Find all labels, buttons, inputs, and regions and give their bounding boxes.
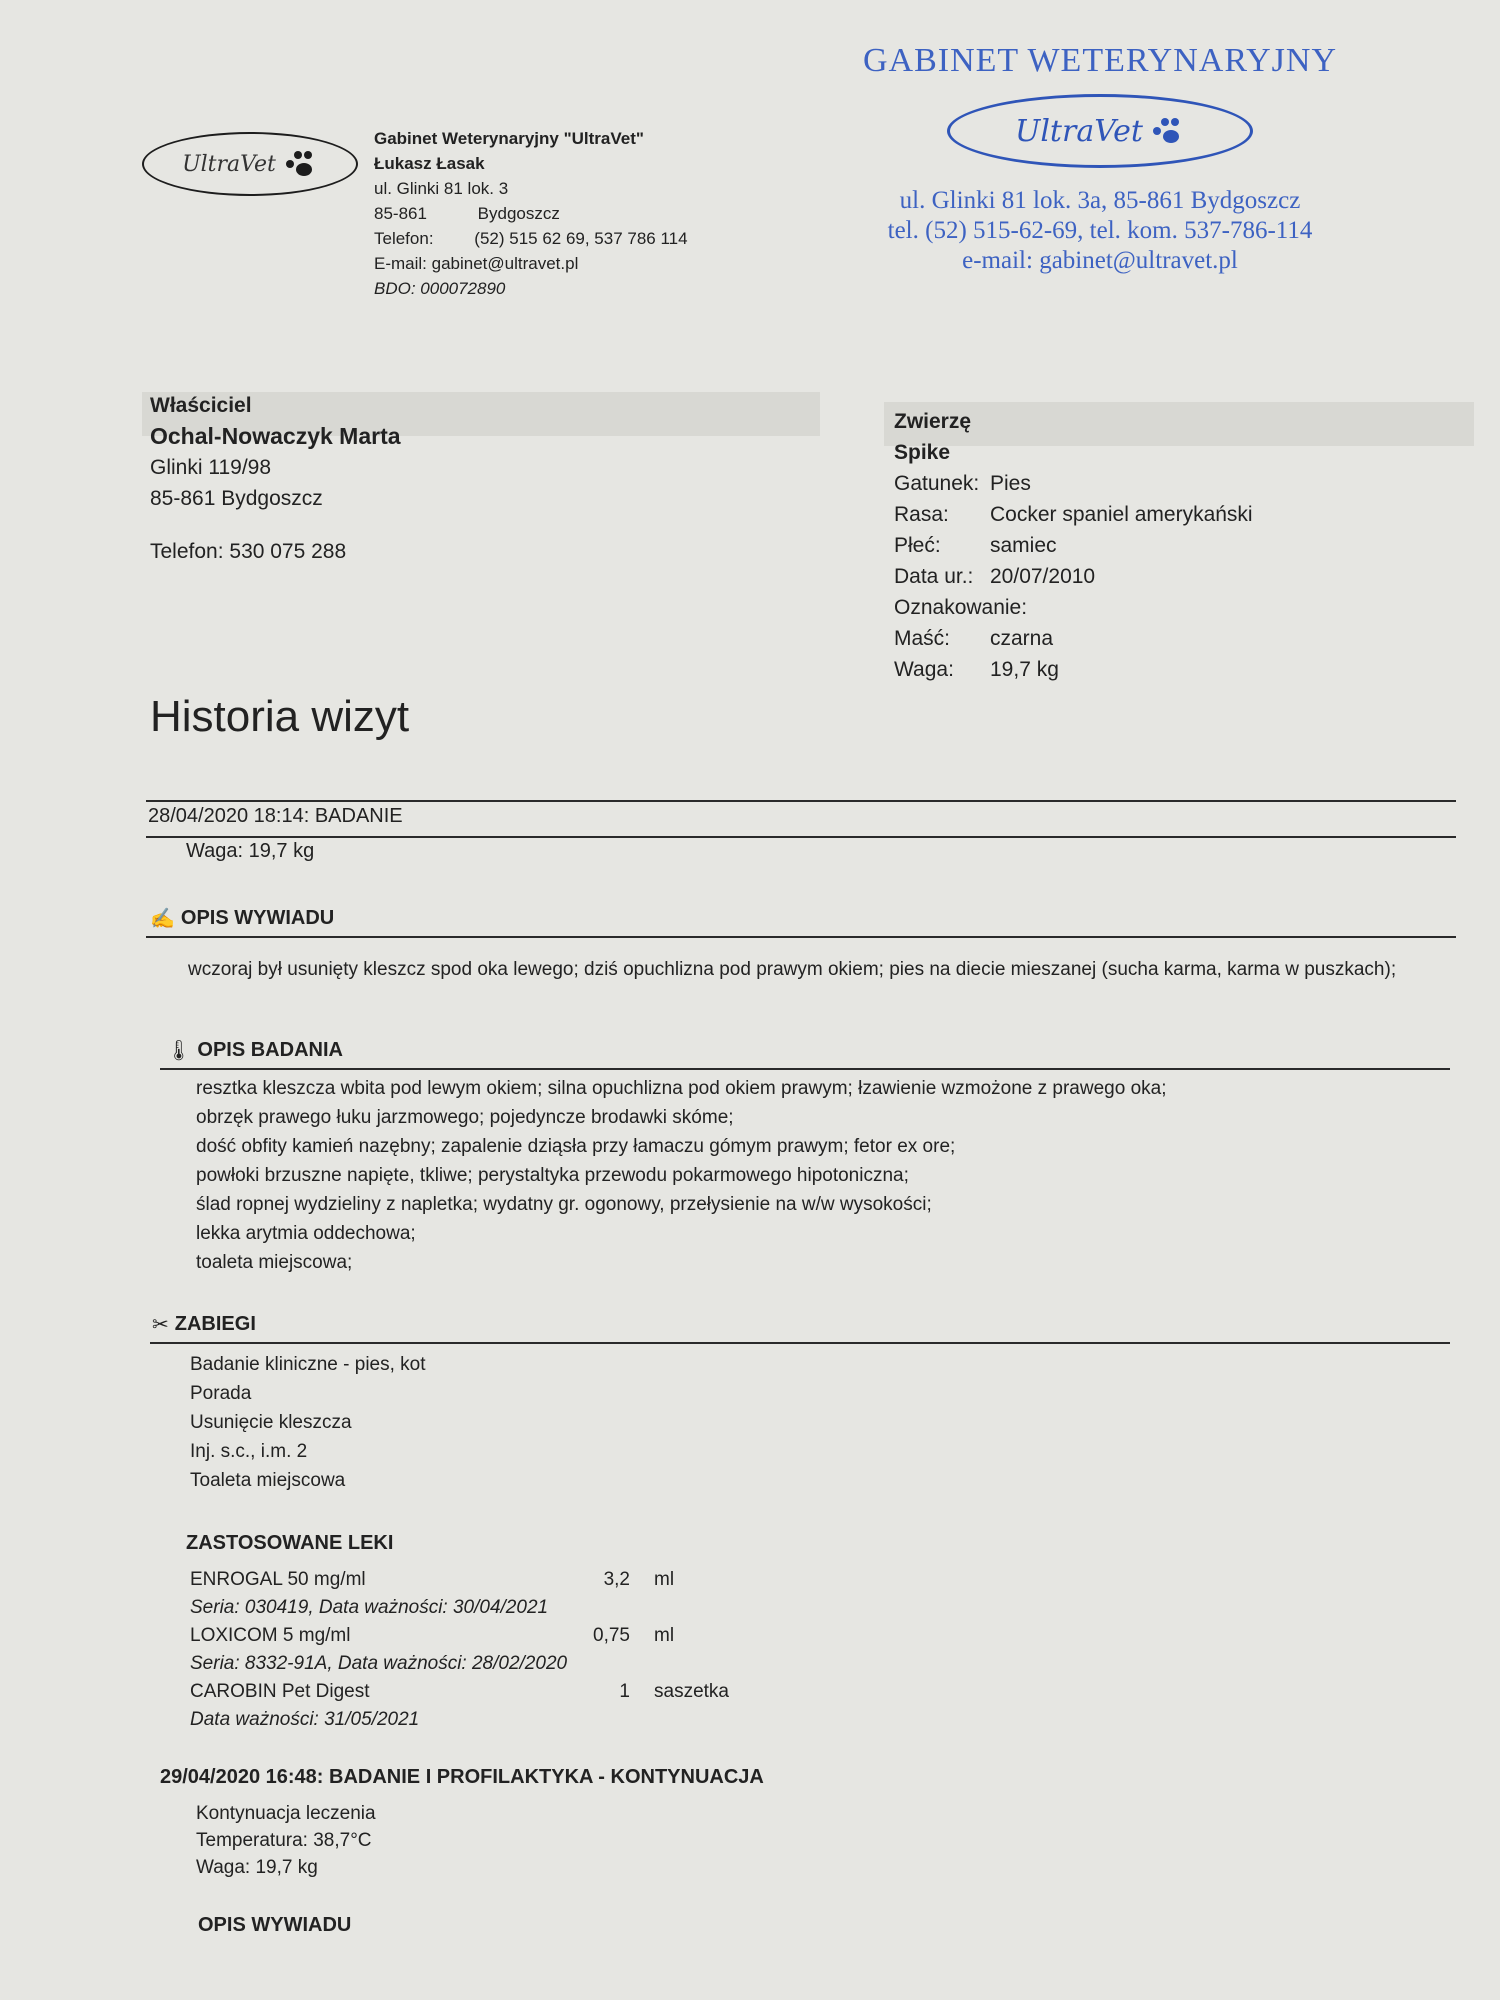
clinic-email: E-mail: gabinet@ultravet.pl — [374, 254, 579, 273]
visit2-lines — [196, 1800, 376, 1881]
clinic-phone: (52) 515 62 69, 537 786 114 — [474, 229, 688, 248]
animal-field-value: Cocker spaniel amerykański — [990, 503, 1253, 526]
procedure-item: Toaleta miejscowa — [190, 1470, 346, 1491]
visit2-interview-heading — [198, 1914, 351, 1937]
clinic-city: Bydgoszcz — [477, 204, 560, 223]
drug-meta: Data ważności: 31/05/2021 — [190, 1709, 420, 1730]
owner-label: Właściciel — [150, 394, 252, 417]
visit2-line: Temperatura: 38,7°C — [196, 1830, 372, 1851]
owner-phone: Telefon: 530 075 288 — [150, 540, 347, 563]
stethoscope-icon: ✍ — [150, 908, 175, 930]
animal-block — [894, 406, 1253, 685]
clinic-owner-name: Łukasz Łasak — [374, 154, 485, 173]
owner-street: Glinki 119/98 — [150, 456, 272, 479]
animal-field-value: 20/07/2010 — [990, 565, 1096, 588]
animal-name: Spike — [894, 441, 951, 464]
drug-quantity: 0,75 — [593, 1625, 630, 1646]
clinic-street: ul. Glinki 81 lok. 3 — [374, 179, 509, 198]
owner-city: 85-861 Bydgoszcz — [150, 487, 323, 510]
animal-field-row — [894, 592, 1253, 623]
animal-field-row — [894, 623, 1253, 654]
exam-title: OPIS BADANIA — [197, 1039, 343, 1061]
drug-name: LOXICOM 5 mg/ml — [190, 1625, 351, 1646]
animal-field-label: Maść: — [894, 627, 951, 650]
divider — [146, 800, 1456, 802]
visit2-header-text: 29/04/2020 16:48: BADANIE I PROFILAKTYKA - KONTYNUACJA — [160, 1766, 764, 1788]
divider — [146, 836, 1456, 838]
divider — [146, 936, 1456, 938]
procedure-item: Usunięcie kleszcza — [190, 1412, 352, 1433]
scissors-icon: ✂ — [152, 1314, 169, 1336]
clinic-phone-row — [374, 226, 688, 251]
exam-heading — [166, 1038, 343, 1063]
drug-row — [190, 1678, 729, 1706]
exam-line: lekka arytmia oddechowa; — [196, 1223, 416, 1244]
exam-line: toaleta miejscowa; — [196, 1252, 353, 1273]
clinic-phone-label: Telefon: — [374, 229, 434, 248]
interview-title: OPIS WYWIADU — [180, 907, 335, 929]
drugs-heading — [186, 1532, 393, 1555]
stamp-logo — [947, 94, 1253, 168]
animal-field-label: Data ur.: — [894, 565, 974, 588]
drugs-list — [190, 1566, 729, 1734]
procedure-item: Badanie kliniczne - pies, kot — [190, 1354, 426, 1375]
interview-text: wczoraj był usunięty kleszcz spod oka lewego; dziś opuchlizna pod prawym okiem; pies na diecie mieszanej (sucha karma, karma w puszkach); — [188, 959, 1397, 980]
procedure-item: Inj. s.c., i.m. 2 — [190, 1441, 308, 1462]
stamp-title: GABINET WETERYNARYJNY — [862, 42, 1338, 79]
paw-icon — [284, 150, 318, 178]
drug-name: CAROBIN Pet Digest — [190, 1681, 370, 1702]
animal-field-value: Pies — [990, 472, 1031, 495]
drug-unit: ml — [654, 1625, 675, 1646]
clinic-bdo: BDO: 000072890 — [374, 279, 506, 298]
animal-field-row — [894, 530, 1253, 561]
animal-fields — [894, 468, 1253, 685]
stamp-address: ul. Glinki 81 lok. 3a, 85-861 Bydgoszcz — [899, 187, 1301, 214]
drug-quantity: 3,2 — [603, 1569, 630, 1590]
exam-line: resztka kleszcza wbita pod lewym okiem; silna opuchlizna pod okiem prawym; łzawienie wzmożone z prawego oka; — [196, 1078, 1167, 1099]
animal-field-row — [894, 561, 1253, 592]
exam-line: obrzęk prawego łuku jarzmowego; pojedyncze brodawki skóme; — [196, 1107, 734, 1128]
paw-icon — [1151, 117, 1185, 145]
animal-field-label: Rasa: — [894, 503, 949, 526]
exam-line: powłoki brzuszne napięte, tkliwe; perystaltyka przewodu pokarmowego hipotoniczna; — [196, 1165, 909, 1186]
procedure-item: Porada — [190, 1383, 252, 1404]
procedures-title: ZABIEGI — [174, 1313, 256, 1335]
clinic-name: Gabinet Weterynaryjny "UltraVet" — [374, 129, 644, 148]
clinic-logo-text: UltraVet — [182, 151, 276, 177]
drug-unit: ml — [654, 1569, 675, 1590]
procedures-list — [190, 1350, 426, 1495]
visit2-line: Kontynuacja leczenia — [196, 1803, 376, 1824]
drugs-title: ZASTOSOWANE LEKI — [186, 1532, 394, 1554]
owner-name: Ochal-Nowaczyk Marta — [150, 423, 401, 449]
clinic-logo — [142, 132, 358, 196]
stamp-logo-text: UltraVet — [1015, 113, 1143, 149]
clinic-postal: 85-861 — [374, 204, 427, 223]
clinic-postal-city — [374, 201, 688, 226]
clinic-stamp — [820, 42, 1380, 276]
drug-meta: Seria: 8332-91A, Data ważności: 28/02/2020 — [190, 1653, 568, 1674]
drug-quantity: 1 — [619, 1681, 630, 1702]
visit2-line: Waga: 19,7 kg — [196, 1857, 318, 1878]
visit2-interview-title: OPIS WYWIADU — [198, 1914, 352, 1936]
owner-block — [150, 390, 401, 567]
drug-meta: Seria: 030419, Data ważności: 30/04/2021 — [190, 1597, 549, 1618]
exam-line: dość obfity kamień nazębny; zapalenie dziąsła przy łamaczu gómym prawym; fetor ex ore; — [196, 1136, 956, 1157]
page-title: Historia wizyt — [150, 692, 410, 741]
animal-field-value: czarna — [990, 627, 1054, 650]
interview-heading — [150, 906, 334, 931]
divider — [160, 1068, 1450, 1070]
drug-name: ENROGAL 50 mg/ml — [190, 1569, 366, 1590]
divider — [150, 1342, 1450, 1344]
animal-field-label: Oznakowanie: — [894, 596, 1028, 619]
animal-field-label: Waga: — [894, 658, 954, 681]
animal-field-label: Gatunek: — [894, 472, 980, 495]
animal-field-row — [894, 654, 1253, 685]
animal-field-label: Płeć: — [894, 534, 941, 557]
procedures-heading — [152, 1312, 256, 1337]
exam-line: ślad ropnej wydzieliny z napletka; wydatny gr. ogonowy, przełysienie na w/w wysokości; — [196, 1194, 932, 1215]
drug-unit: saszetka — [654, 1681, 729, 1702]
animal-field-value: 19,7 kg — [990, 658, 1059, 681]
visit-header: 28/04/2020 18:14: BADANIE — [148, 805, 403, 827]
exam-lines — [196, 1074, 1166, 1277]
animal-field-value: samiec — [990, 534, 1057, 557]
drug-row — [190, 1622, 729, 1650]
stamp-phones: tel. (52) 515-62-69, tel. kom. 537-786-114 — [887, 217, 1313, 244]
animal-label: Zwierzę — [894, 410, 972, 433]
drug-row — [190, 1566, 729, 1594]
visit-weight: Waga: 19,7 kg — [186, 840, 315, 862]
animal-field-row — [894, 499, 1253, 530]
clinic-info — [374, 126, 688, 301]
stamp-email: e-mail: gabinet@ultravet.pl — [962, 247, 1238, 274]
animal-field-row — [894, 468, 1253, 499]
visit2-header — [160, 1766, 764, 1789]
thermometer-icon: 🌡 — [166, 1040, 192, 1062]
